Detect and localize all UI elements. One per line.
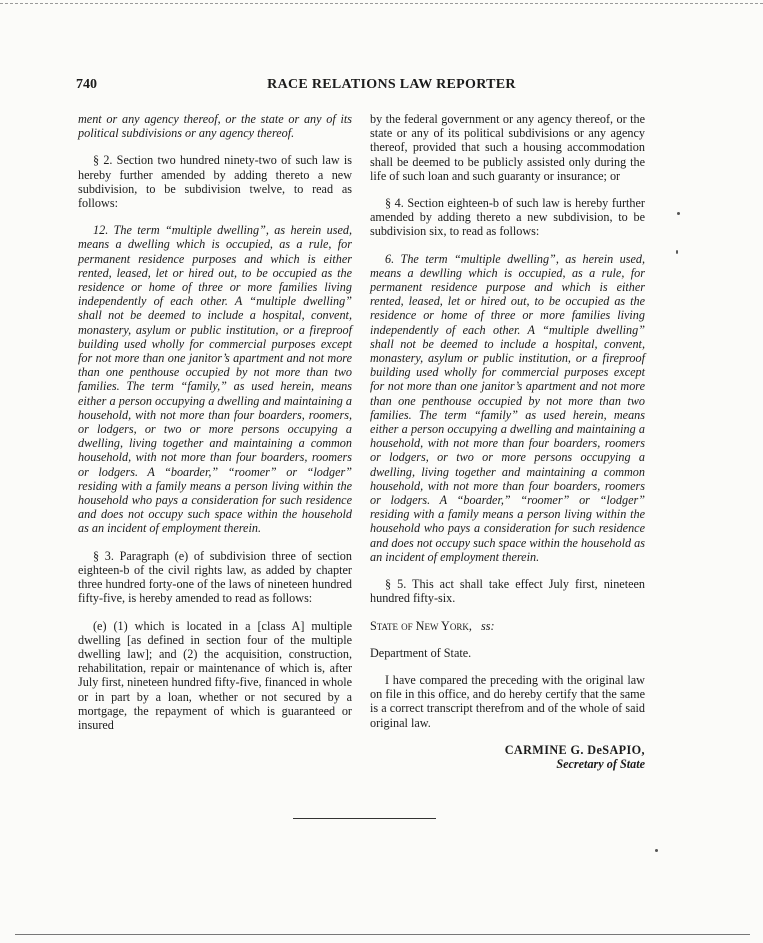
signature-name: CARMINE G. DeSAPIO,	[504, 742, 645, 757]
certification-paragraph: I have compared the preceding with the original law on file in this office, and do hereby certify that the same is a correct transcript therefrom and of the whole of said original law.	[370, 672, 645, 730]
section-5-paragraph: § 5. This act shall take effect July first, nineteen hundred fifty-six.	[370, 577, 645, 606]
ss-label: ss:	[481, 618, 495, 633]
paragraph-e-text: (e) (1) which is located in a [class A] multiple dwelling [as defined in section four of the multiple dwelling law]; and (2) the acquisition, construction, rehabilitation, repair or maintenance of which is, after July first, nineteen hundred fifty-five, financed in whole or in part by a loan, whether or not secured by a mortgage, the repayment of which is guaranteed or insured	[78, 618, 352, 732]
section-2-paragraph: § 2. Section two hundred ninety-two of such law is hereby further amended by adding thereto a new subdivision, to be subdivision twelve, to read as follows:	[78, 153, 352, 211]
running-head: RACE RELATIONS LAW REPORTER	[267, 77, 516, 92]
scan-speck	[677, 212, 680, 215]
subdivision-6-paragraph: 6. The term “multiple dwelling”, as herein used, means a dewlling which is occupied, as a rule, for permanent residence purpose and which is either rented, leased, let or hired out, to be occupied as the residence or home of three or more families living independently of each other. A “multiple dwelling” shall not be deemed to include a hospital, convent, monastery, asylum or public institution, or a fireproof building used wholly for commercial purposes except for not more than one janitor’s apartment and not more than one penthouse occupied by not more than two families. The term “family” as used herein, means either a person occupying a dwelling and maintaining a household, with not more than four boarders, roomers or lodgers, or two or more persons occupying a dwelling, living together and maintaining a common household, with not more than four boarders, roomers or lodgers. A “boarder,” “roomer” or “lodger” residing with a family means a person living within the household who pays a consideration for such residence and does not occupy such space within the household as an incident of employment therein.	[370, 251, 645, 564]
state-line	[370, 619, 645, 633]
section-3-paragraph: § 3. Paragraph (e) of subdivision three of section eighteen-b of the civil rights law, as added by chapter three hundred forty-one of the laws of nineteen hundred fifty-five, is hereby amended to read as follows:	[78, 548, 352, 606]
top-scan-edge	[0, 3, 763, 4]
scan-speck	[655, 849, 658, 852]
subdivision-12-paragraph: 12. The term “multiple dwelling”, as herein used, means a dwelling which is occupied, as a rule, for permanent residence purposes and which is either rented, leased, let or hired out, to be occupied as the residence or home of three or more families living independently of each other. A “multiple dwelling” shall not be deemed to include a hospital, convent, monastery, asylum or public institution, or a fireproof building used wholly for commercial purposes except for not more than one janitor’s apartment and not more than one penthouse occupied by not more than two families. The term “family,” as used herein, means either a person occupying a dwelling and maintaining a household, with not more than four boarders, roomers, or lodgers, or two or more persons occupying a dwelling, living together and maintaining a common household, with not more than four boarders, roomers or lodgers. A “boarder,” “roomer” or “lodger” residing with a family means a person living within the household who pays a consideration for such residence and does not occupy such space within the household as an incident of employment therein.	[78, 223, 352, 536]
state-label: State of New York,	[370, 618, 472, 633]
bottom-scan-edge	[15, 934, 750, 935]
page-number: 740	[76, 77, 97, 92]
department-line: Department of State.	[370, 645, 472, 660]
section-4-paragraph: § 4. Section eighteen-b of such law is hereby further amended by adding thereto a new subdivision, to be subdivision six, to read as follows:	[370, 196, 645, 239]
left-paragraph-1: ment or any agency thereof, or the state or any of its political subdivisions or any agency thereof.	[78, 112, 352, 141]
scan-speck	[676, 250, 678, 254]
signature-block	[370, 743, 645, 771]
right-paragraph-1: by the federal government or any agency thereof, or the state or any of its political subdivisions or any agency thereof, provided that such a housing accommodation shall be deemed to be publicly assisted only during the life of such loan and such guaranty or insurance; or	[370, 112, 645, 183]
right-column	[370, 112, 645, 771]
signature-title: Secretary of State	[556, 756, 645, 771]
end-rule	[293, 818, 436, 819]
left-column	[78, 112, 352, 745]
